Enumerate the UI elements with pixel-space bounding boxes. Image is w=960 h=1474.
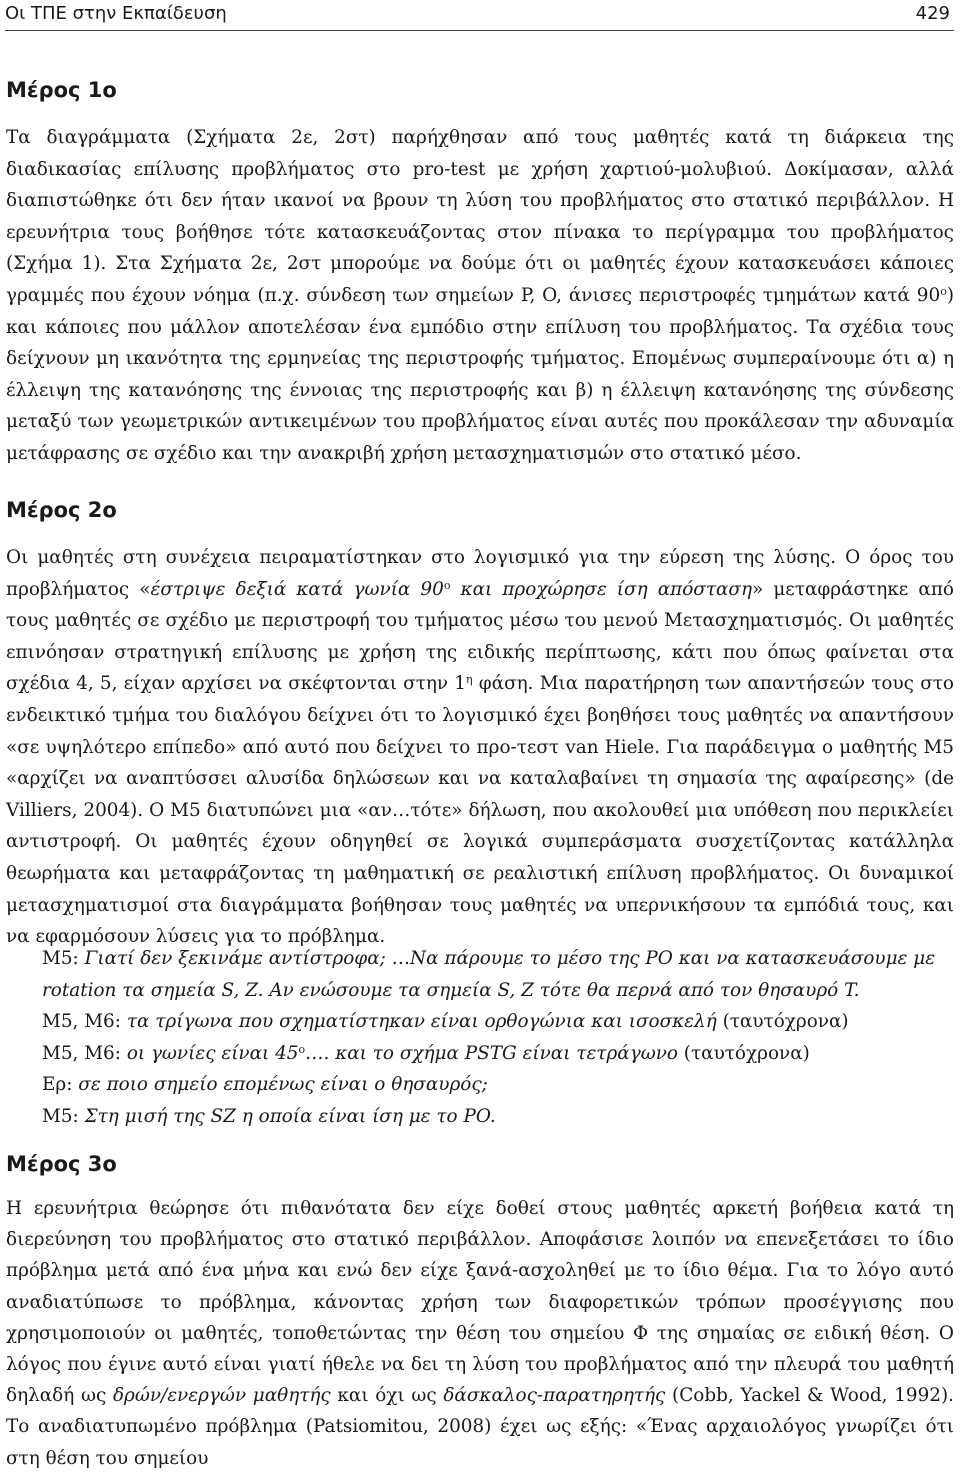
dialogue-utterance: Γιατί δεν ξεκινάμε αντίστροφα; …Να πάρουμε το μέσο της PO και να κατασκευάσουμε με rotation τα σημεία S, Z. Αν ενώσουμε τα σημεία S, Z τότε θα περνά από τον θησαυρό T. [42, 948, 936, 1001]
dialogue-speaker: Μ5: [42, 1105, 79, 1127]
paragraph-text: Τα διαγράμματα (Σχήματα 2ε, 2στ) παρήχθησαν από τους μαθητές κατά τη διάρκεια της διαδικασίας επίλυσης προβλήματος στο pro-test με χρήση χαρτιού-μολυβιού. Δοκίμασαν, αλλά διαπιστώθηκε ότι δεν ήταν ικανοί να βρουν τη λύση του προβλήματος στο στατικό περιβάλλον. Η ερευνήτρια τους βοήθησε τότε κατασκευάζοντας στον πίνακα το περίγραμμα του προβλήματος (Σχήμα 1). Στα Σχήματα 2ε, 2στ μπορούμε να δούμε ότι οι μαθητές έχουν κατασκευάσει κάποιες γραμμές που έχουν νόημα (π.χ. σύνδεση των σημείων P, O, άνισες περιστροφές τμημάτων κατά 90 [6, 127, 954, 306]
dialogue-speaker: Μ5, Μ6: [42, 1011, 121, 1033]
dialogue-line [42, 1038, 957, 1070]
paragraph-text: Οι μαθητές στη συνέχεια πειραματίστηκαν στο λογισμικό για την εύρεση της λύσης. Ο όρος του προβλήματος « [6, 547, 954, 600]
dialogue-note: (ταυτόχρονα) [716, 1011, 849, 1033]
paragraph-text: φάση. Μια παρατήρηση των απαντήσεών τους στο ενδεικτικό τμήμα του διαλόγου δείχνει ότι το λογισμικό έχει βοηθήσει τους μαθητές να απαντήσουν «σε υψηλότερο επίπεδο» από αυτό που δείχνει το προ-τεστ van Hiele. Για παράδειγμα ο μαθητής Μ5 «αρχίζει να αναπτύσσει αλυσίδα δηλώσεων και να καταλαβαίνει τη σημασία της αφαίρεσης» (de Villiers, 2004). Ο Μ5 διατυπώνει μια «αν…τότε» δήλωση, που ακολουθεί μια υπόθεση που περικλείει αντιστροφή. Οι μαθητές έχουν οδηγηθεί σε λογικά συμπεράσματα συσχετίζοντας κατάλληλα θεωρήματα και μεταφράζοντας τη μαθηματική σε ρεαλιστική επίλυση προβλήματος. Οι δυναμικοί μετασχηματισμοί στα διαγράμματα βοήθησαν τους μαθητές να υπερνικήσουν τα εμπόδιά τους, και να εφαρμόσουν λύσεις για το πρόβλημα. [6, 673, 954, 948]
italic-text: έστριψε δεξιά κατά γωνία 90 [150, 578, 444, 600]
paragraph-text: Η ερευνήτρια θεώρησε ότι πιθανότατα δεν είχε δοθεί στους μαθητές αρκετή βοήθεια κατά τη διερεύνηση του προβλήματος στο στατικό περιβάλλον. Αποφάσισε λοιπόν να επενεξετάσει το ίδιο πρόβλημα μετά από ένα μήνα και ενώ δεν είχε ξανά-ασχοληθεί με το ίδιο θέμα. Για το λόγο αυτό αναδιατύπωσε το πρόβλημα, κάνοντας χρήση των διαφορετικών τρόπων προσέγγισης που χρησιμοποιούν οι μαθητές, τοποθετώντας την θέση του σημείου Φ της σημαίας σε ειδική θέση. Ο λόγος που έγινε αυτό είναι γιατί ήθελε να δει τη λύση του προβλήματος από την πλευρά του μαθητή δηλαδή ως [6, 1198, 954, 1407]
paragraph-text: (Cobb, Yackel & Wood, 1992). Το αναδιατυπωμένο πρόβλημα (Patsiomitou, 2008) έχει ως εξής: «Ένας αρχαιολόγος γνωρίζει ότι στη θέση του σημείου [6, 1385, 955, 1469]
page-number: 429 [915, 3, 950, 24]
italic-text: δρών/ενεργών μαθητής [112, 1385, 331, 1407]
section-heading-part3: Μέρος 3ο [6, 1152, 117, 1176]
dialogue-line [42, 1006, 957, 1038]
dialogue-line [42, 1101, 957, 1133]
superscript: ο [298, 1042, 306, 1056]
paragraph-text: » μεταφράστηκε από τους μαθητές σε σχέδιο με περιστροφή του τμήματος μέσω του μενού Μετασχηματισμός. Οι μαθητές επινόησαν στρατηγική επίλυσης με χρήση της ειδικής περίπτωσης, κάτι που όπως φαίνεται στα σχέδια 4, 5, είχαν αρχίσει να σκέφτονται στην 1 [6, 578, 954, 695]
italic-text: δάσκαλος-παρατηρητής [443, 1385, 666, 1407]
superscript: ο [443, 578, 451, 592]
dialogue-speaker: Ερ: [42, 1074, 73, 1096]
dialogue-utterance: Στη μισή της SZ η οποία είναι ίση με το PO. [84, 1105, 496, 1127]
section-heading-part2: Μέρος 2ο [6, 498, 117, 522]
dialogue-speaker: Μ5: [42, 948, 79, 969]
dialogue-line [42, 943, 957, 1006]
paragraph-part2 [6, 542, 954, 953]
dialogue-utterance: σε ποιο σημείο επομένως είναι ο θησαυρός; [78, 1074, 488, 1096]
paragraph-text: και όχι ως [330, 1385, 444, 1407]
paragraph-text: ) και κάποιες που μάλλον αποτελέσαν ένα εμπόδιο στην επίλυση του προβλήματος. Τα σχέδια τους δείχνουν μη ικανότητα της ερμηνείας της περιστροφής τμήματος. Επομένως συμπεραίνουμε ότι α) η έλλειψη της κατανόησης της έννοιας της περιστροφής και β) η έλλειψη κατανόησης της σύνδεσης μεταξύ των γεωμετρικών αντικειμένων του προβλήματος είναι αυτές που προκάλεσαν την αδυναμία μετάφρασης σε σχέδιο και την ανακριβή χρήση μετασχηματισμών στο στατικό μέσο. [6, 284, 954, 464]
italic-text: και προχώρησε ίση απόσταση [450, 578, 752, 600]
running-title: Οι ΤΠΕ στην Εκπαίδευση [5, 3, 227, 24]
dialogue-utterance: τα τρίγωνα που σχηματίστηκαν είναι ορθογώνια και ισοσκελή [126, 1011, 717, 1033]
dialogue-line [42, 1069, 957, 1101]
dialogue-note: (ταυτόχρονα) [677, 1042, 810, 1064]
dialogue-utterance: …. και το σχήμα PSTG είναι τετράγωνο [305, 1042, 678, 1064]
paragraph-part3 [6, 1193, 954, 1474]
page-header [5, 0, 954, 31]
section-heading-part1: Μέρος 1ο [6, 78, 117, 102]
superscript: η [465, 673, 473, 687]
dialogue-utterance: οι γωνίες είναι 45 [126, 1042, 299, 1064]
paragraph-part1 [6, 122, 954, 470]
dialogue-speaker: Μ5, Μ6: [42, 1042, 121, 1064]
dialogue-excerpt [42, 943, 957, 1133]
superscript: ο [940, 284, 947, 298]
